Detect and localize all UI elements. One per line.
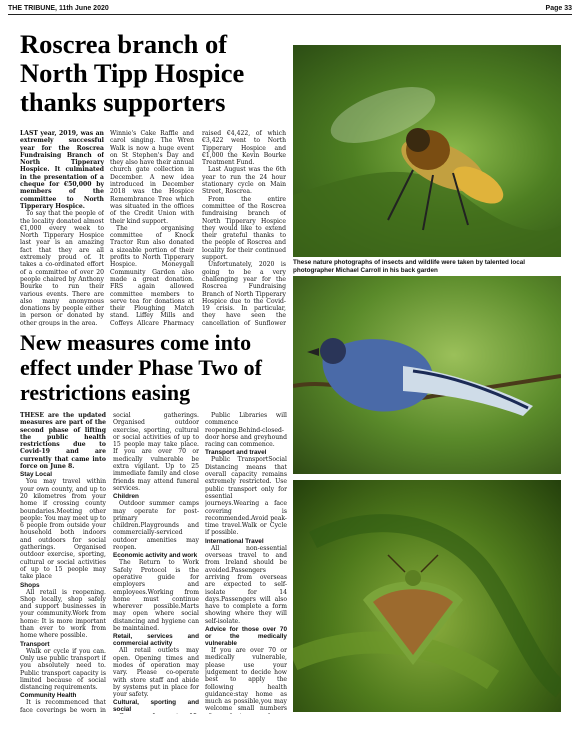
article-paragraph: Walk or cycle if you can. Only use public transport if you absolutely need to. Public transport capacity is limited because of social distancing requirements. bbox=[20, 647, 106, 692]
article-paragraph: social gatherings. Organised outdoor exercise, sporting, cultural or social activities of up to 15 people may take place. If you are over 70 or medically vulnerable be extra vigilant. Up to 25 immediate family and close friends may attend funeral services. bbox=[113, 412, 199, 492]
hoverfly-illustration bbox=[293, 45, 561, 257]
hospice-col-3 bbox=[202, 130, 286, 326]
section-subheading: Community Health bbox=[20, 692, 77, 700]
article-paragraph: All retail outlets may open. Opening times and modes of operation may vary. Please co-operate with store staff and abide by systems put in place for your safety. bbox=[113, 647, 199, 699]
article-paragraph: If you are over 70 or medically vulnerable, please use your judgement to decide how best to apply the following health guidance:stay home as much as possible,you may welcome small numbers bbox=[205, 647, 287, 713]
article-paragraph: From the entire committee of the Roscrea fundraising branch of North Tipperary Hospice they would like to extend their grateful thanks to the people of Roscrea and locality for their continued support. bbox=[202, 195, 286, 262]
photo-caption: These nature photographs of insects and wildlife were taken by talented local photographer Michael Carroll in his back garden bbox=[293, 259, 525, 274]
section-subheading: Transport bbox=[20, 640, 50, 648]
article-paragraph: Unfortunately, 2020 is going to be a very challenging year for the Roscrea Fundraising Branch of North Tipperary Hospice due to the Covid-19 crisis. In particular, they have seen the cancellation of Sunflower bbox=[202, 261, 286, 326]
phase-two-col-3 bbox=[205, 412, 287, 714]
shieldbug-illustration bbox=[293, 480, 561, 712]
hoverfly-photo bbox=[293, 45, 561, 257]
article-paragraph: THESE are the updated measures are part of the second phase of lifting the public health restrictions due to Covid-19 and are currently that came into force on June 8. bbox=[20, 412, 106, 471]
hospice-col-1 bbox=[20, 130, 104, 326]
section-subheading: Transport and travel bbox=[205, 449, 267, 457]
article-paragraph: The organising committee of Knock Tractor Run also donated a sizeable portion of their profits to North Tipperary Hospice. Moneygall Community Garden also made a great donation. FRS again allowed committee members to serve tea for donations at their Ploughing Match stand. Liffey Mills and Coffeys Allcare Pharmacy bbox=[110, 224, 194, 326]
article-paragraph: Winnie's Cake Raffle and carol singing. The Wren Walk is now a huge event on St Stephen's Day and they also have their annual church gate collection in December. A new idea introduced in December 2018 was the Hospice Remembrance Tree which was situated in the offices of the Credit Union with their kind support. bbox=[110, 130, 194, 225]
section-subheading: Retail, services and commercial activity bbox=[113, 633, 199, 648]
article-paragraph: Outdoor summer camps may operate for post-primary children.Playgrounds and commercially-serviced outdoor amenities may reopen. bbox=[113, 500, 199, 552]
section-subheading: International Travel bbox=[205, 537, 264, 545]
article-headline-phase-two: New measures come into effect under Phase Two of restrictions easing bbox=[20, 330, 262, 405]
article-paragraph: It is recommenced that face coverings be worn in bbox=[20, 699, 106, 714]
article-paragraph: To say that the people of the locality donated almost €1,000 every week to North Tipperary Hospice last year is an amazing fact that they are all extremely proud of. It takes a co-ordinated effort of a committee of over 20 people chaired by Anthony Bourke to run their various events. There are also many anonymous donations by people either in person or donated by other groups in the area. bbox=[20, 210, 104, 326]
article-paragraph: Public Libraries will commence reopening.Behind-closed-door horse and greyhound racing can commence. bbox=[205, 412, 287, 449]
article-paragraph: LAST year, 2019, was an extremely successful year for the Roscrea Fundraising Branch of North Tipperary Hospice. It culminated in the presentation of a cheque for €50,000 by members of the committee to North Tipperary Hospice. bbox=[20, 130, 104, 210]
article-paragraph: All non-essential overseas travel to and from Ireland should be avoided.Passengers arriving from overseas are expected to self-isolate for 14 days.Passengers will also have to complete a form showing where they will self-isolate. bbox=[205, 544, 287, 625]
section-subheading: Cultural, sporting and social bbox=[113, 699, 199, 714]
article-paragraph bbox=[113, 713, 199, 714]
section-subheading: Advice for those over 70 or the medically vulnerable bbox=[205, 626, 287, 648]
shieldbug-photo bbox=[293, 480, 561, 712]
bird-photo bbox=[293, 276, 561, 474]
section-subheading: Economic activity and work bbox=[113, 552, 198, 560]
bird-illustration bbox=[293, 276, 561, 474]
hospice-col-2 bbox=[110, 130, 194, 326]
article-paragraph: Public TransportSocial Distancing means that overall capacity remains extremely restricted. Use public transport only for essential journeys.Wearing a face covering is recommended.Avoid peak-time travel.Walk or Cycle if possible. bbox=[205, 456, 287, 537]
page-number: Page 33 bbox=[545, 4, 572, 12]
article-paragraph: raised €4,422, of which €3,422 went to North Tipperary Hospice and €1,000 the Kevin Bourke Treatment Fund. bbox=[202, 130, 286, 167]
phase-two-col-1 bbox=[20, 412, 106, 714]
publication-date: THE TRIBUNE, 11th June 2020 bbox=[8, 4, 109, 12]
article-paragraph: All retail is reopening. Shop locally, shop safely and support businesses in your community.Work from home: It is more important than ever to work from home where possible. bbox=[20, 588, 106, 640]
article-paragraph: Last August was the 6th year to run the 24 hour stationary cycle on Main Street, Roscrea. bbox=[202, 166, 286, 196]
phase-two-col-2 bbox=[113, 412, 199, 714]
article-paragraph: The Return to Work Safely Protocol is the operative guide for employers and employees.Working from home must continue wherever possible.Marts may open where social distancing and hygiene can be maintained. bbox=[113, 559, 199, 633]
section-subheading: Children bbox=[113, 493, 139, 501]
article-headline-hospice: Roscrea branch of North Tipp Hospice thanks supporters bbox=[20, 29, 245, 117]
article-paragraph: You may travel within your own county, and up to 20 kilometres from your home if crossing county boundaries.Meeting other people: You may meet up to 6 people from outside your household both indoors and outdoors for social gatherings. Organised outdoor exercise, sporting, cultural or social activities of up to 15 people may take place bbox=[20, 478, 106, 581]
page-header bbox=[8, 2, 572, 15]
section-subheading: Stay Local bbox=[20, 471, 52, 479]
section-subheading: Shops bbox=[20, 581, 40, 589]
